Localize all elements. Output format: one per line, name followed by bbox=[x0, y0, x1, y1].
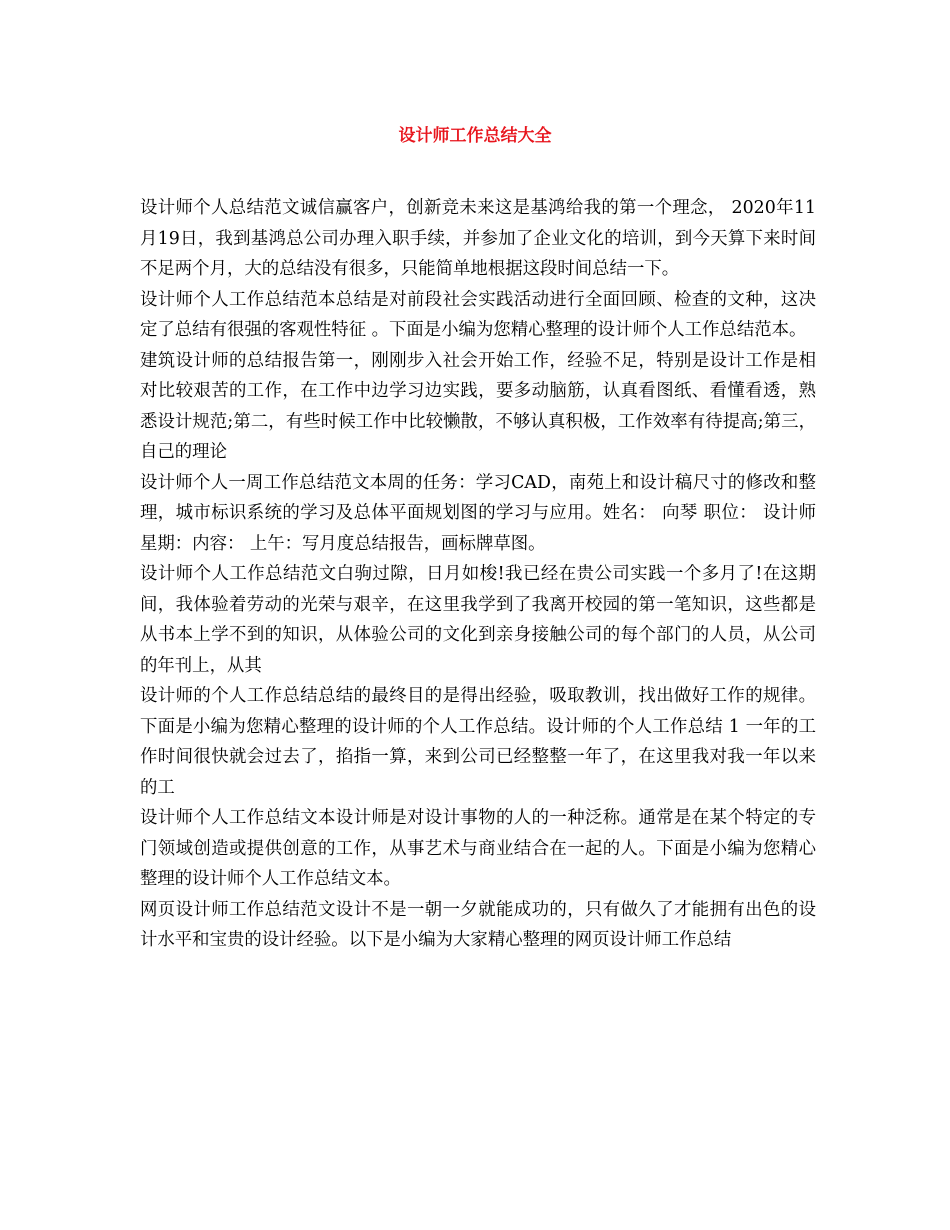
paragraph-4: 设计师个人一周工作总结范文本周的任务：学习CAD，南苑上和设计稿尺寸的修改和整理，城市标识系统的学习及总体平面规划图的学习与应用。姓名： 向琴 职位： 设计师星期：内容： 上午：写月度总结报告，画标牌草图。 bbox=[140, 472, 816, 554]
paragraph-3: 建筑设计师的总结报告第一，刚刚步入社会开始工作，经验不足，特别是设计工作是相对比较艰苦的工作，在工作中边学习边实践，要多动脑筋，认真看图纸、看懂看透，熟悉设计规范;第二，有些时候工作中比较懒散，不够认真积极，工作效率有待提高;第三，自己的理论 bbox=[140, 350, 816, 462]
document-body bbox=[140, 193, 816, 956]
paragraph-5: 设计师个人工作总结范文白驹过隙，日月如梭!我已经在贵公司实践一个多月了!在这期间，我体验着劳动的光荣与艰辛，在这里我学到了我离开校园的第一笔知识，这些都是从书本上学不到的知识，从体验公司的文化到亲身接触公司的每个部门的人员，从公司的年刊上，从其 bbox=[140, 564, 816, 676]
paragraph-8: 网页设计师工作总结范文设计不是一朝一夕就能成功的，只有做久了才能拥有出色的设计水平和宝贵的设计经验。以下是小编为大家精心整理的网页设计师工作总结 bbox=[140, 899, 816, 950]
paragraph-2: 设计师个人工作总结范本总结是对前段社会实践活动进行全面回顾、检查的文种，这决定了总结有很强的客观性特征 。下面是小编为您精心整理的设计师个人工作总结范本。 bbox=[140, 289, 816, 340]
paragraph-1: 设计师个人总结范文诚信赢客户，创新竞未来这是基鸿给我的第一个理念， 2020年11月19日，我到基鸿总公司办理入职手续，并参加了企业文化的培训，到今天算下来时间不足两个月，大的总结没有很多，只能简单地根据这段时间总结一下。 bbox=[140, 198, 816, 279]
paragraph-7: 设计师个人工作总结文本设计师是对设计事物的人的一种泛称。通常是在某个特定的专门领域创造或提供创意的工作，从事艺术与商业结合在一起的人。下面是小编为您精心整理的设计师个人工作总结文本。 bbox=[140, 808, 816, 889]
paragraph-6: 设计师的个人工作总结总结的最终目的是得出经验，吸取教训，找出做好工作的规律。下面是小编为您精心整理的设计师的个人工作总结。设计师的个人工作总结 1 一年的工作时间很快就会过去了，掐指一算，来到公司已经整整一年了，在这里我对我一年以来的工 bbox=[140, 686, 816, 798]
document-title: 设计师工作总结大全 bbox=[398, 126, 552, 146]
